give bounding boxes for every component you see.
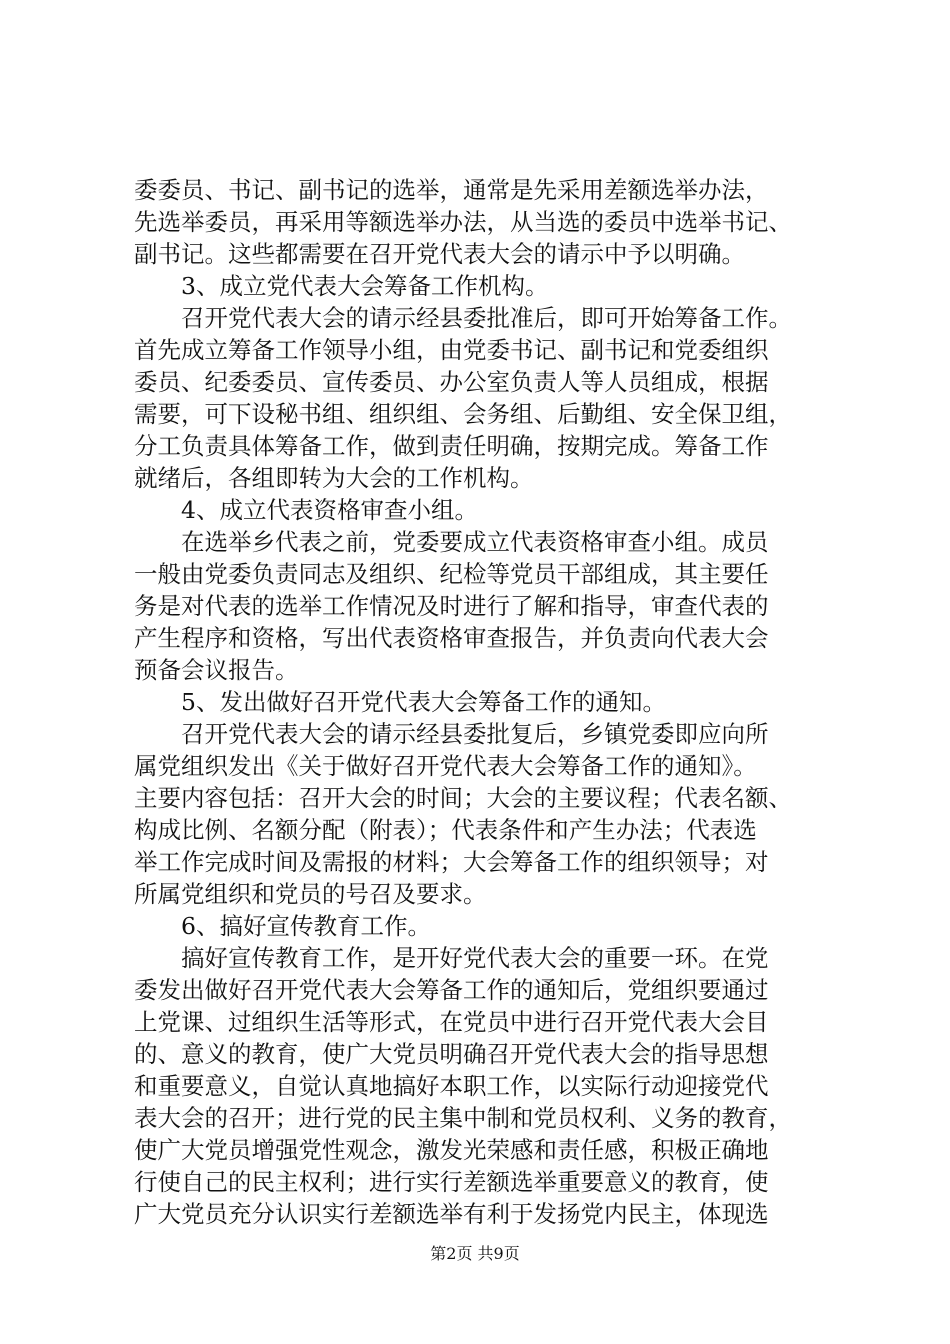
text-line: 广大党员充分认识实行差额选举有利于发扬党内民主，体现选 (134, 1200, 769, 1228)
text-line: 和重要意义，自觉认真地搞好本职工作，以实际行动迎接党代 (134, 1072, 769, 1100)
text-line: 就绪后，各组即转为大会的工作机构。 (134, 464, 534, 492)
text-line: 召开党代表大会的请示经县委批复后，乡镇党委即应向所 (134, 720, 769, 748)
text-line: 首先成立筹备工作领导小组，由党委书记、副书记和党委组织 (134, 336, 769, 364)
text-line: 需要，可下设秘书组、组织组、会务组、后勤组、安全保卫组， (134, 400, 792, 428)
text-line: 行使自己的民主权利；进行实行差额选举重要意义的教育，使 (134, 1168, 769, 1196)
text-line: 在选举乡代表之前，党委要成立代表资格审查小组。成员 (134, 528, 769, 556)
text-line: 搞好宣传教育工作，是开好党代表大会的重要一环。在党 (134, 944, 769, 972)
section-heading: 6、搞好宣传教育工作。 (134, 912, 431, 940)
text-line: 所属党组织和党员的号召及要求。 (134, 880, 487, 908)
text-line: 预备会议报告。 (134, 656, 299, 684)
text-line: 先选举委员，再采用等额选举办法，从当选的委员中选举书记、 (134, 208, 792, 236)
text-line: 委委员、书记、副书记的选举，通常是先采用差额选举办法， (134, 176, 769, 204)
text-line: 委员、纪委委员、宣传委员、办公室负责人等人员组成，根据 (134, 368, 769, 396)
text-line: 表大会的召开；进行党的民主集中制和党员权利、义务的教育， (134, 1104, 792, 1132)
section-heading: 3、成立党代表大会筹备工作机构。 (134, 272, 549, 300)
text-line: 产生程序和资格，写出代表资格审查报告，并负责向代表大会 (134, 624, 769, 652)
text-line: 委发出做好召开党代表大会筹备工作的通知后，党组织要通过 (134, 976, 769, 1004)
text-line: 举工作完成时间及需报的材料；大会筹备工作的组织领导；对 (134, 848, 769, 876)
text-line: 属党组织发出《关于做好召开党代表大会筹备工作的通知》。 (134, 752, 757, 780)
text-line: 务是对代表的选举工作情况及时进行了解和指导，审查代表的 (134, 592, 769, 620)
text-line: 分工负责具体筹备工作，做到责任明确，按期完成。筹备工作 (134, 432, 769, 460)
section-heading: 5、发出做好召开党代表大会筹备工作的通知。 (134, 688, 666, 716)
section-heading: 4、成立代表资格审查小组。 (134, 496, 478, 524)
text-line: 构成比例、名额分配（附表）；代表条件和产生办法；代表选 (134, 816, 757, 844)
page-footer: 第2页 共9页 (430, 1244, 520, 1263)
text-line: 副书记。这些都需要在召开党代表大会的请示中予以明确。 (134, 240, 745, 268)
text-line: 召开党代表大会的请示经县委批准后，即可开始筹备工作。 (134, 304, 792, 332)
text-line: 的、意义的教育，使广大党员明确召开党代表大会的指导思想 (134, 1040, 769, 1068)
text-line: 一般由党委负责同志及组织、纪检等党员干部组成，其主要任 (134, 560, 769, 588)
text-line: 使广大党员增强党性观念，激发光荣感和责任感，积极正确地 (134, 1136, 769, 1164)
text-line: 主要内容包括：召开大会的时间；大会的主要议程；代表名额、 (134, 784, 792, 812)
text-line: 上党课、过组织生活等形式，在党员中进行召开党代表大会目 (134, 1008, 769, 1036)
